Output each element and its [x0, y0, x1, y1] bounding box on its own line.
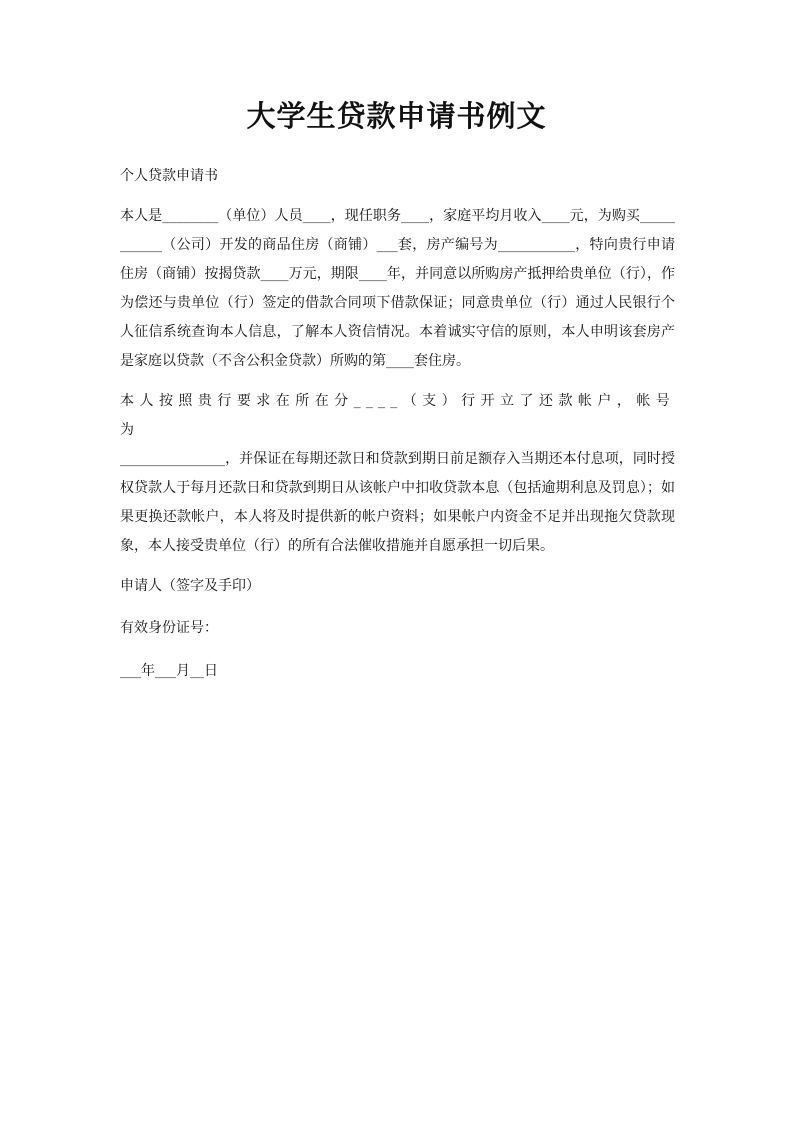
paragraph-repayment-body: _______________，并保证在每期还款日和贷款到期日前足额存入当期还本付息项，同时授权贷款人于每月还款日和贷款到期日从该帐户中扣收贷款本息（包括逾期利息及罚息）；如果更换还款帐户，本人将及时提供新的帐户资料；如果帐户内资金不足并出现拖欠贷款现象，本人接受贵单位（行）的所有合法催收措施并自愿承担一切后果。	[120, 451, 675, 554]
paragraph-loan-request: 本人是________（单位）人员____，现任职务____，家庭平均月收入____元，为购买___________（公司）开发的商品住房（商铺）___套，房产编号为___________，特向贵行申请住房（商铺）按揭贷款____万元，期限____年，并同意以所购房产抵押给贵单位（行），作为偿还与贵单位（行）签定的借款合同项下借款保证；同意贵单位（行）通过人民银行个人征信系统查询本人信息，了解本人资信情况。本着诚实守信的原则，本人申明该套房产是家庭以贷款（不含公积金贷款）所购的第____套住房。	[120, 208, 675, 369]
date-line: ___年___月__日	[120, 663, 218, 679]
paragraph-repayment-account	[120, 387, 675, 561]
applicant-signature-line: 申请人（签字及手印）	[120, 578, 260, 594]
id-number-line: 有效身份证号：	[120, 620, 218, 636]
document-title: 大学生贷款申请书例文	[246, 99, 547, 133]
document-heading: 个人贷款申请书	[120, 168, 218, 184]
paragraph-repayment-first-line: 本人按照贵行要求在所在分____（支）行开立了还款帐户，帐号为	[120, 393, 675, 438]
